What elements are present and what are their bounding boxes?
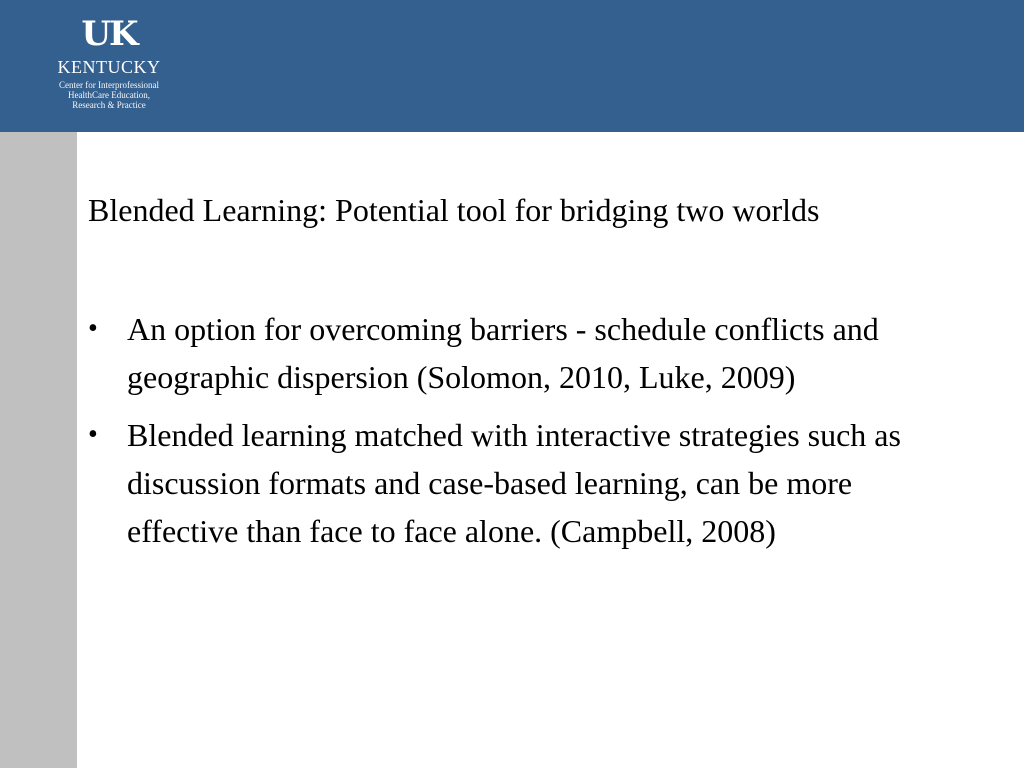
bullet-item	[88, 411, 948, 555]
slide-title: Blended Learning: Potential tool for bridging two worlds	[88, 192, 820, 228]
bullet-item	[88, 305, 948, 401]
logo-subtitle-line: HealthCare Education,	[68, 90, 150, 100]
bullet-icon: •	[88, 419, 98, 450]
logo-subtitle	[38, 80, 180, 110]
logo-subtitle-line: Center for Interprofessional	[59, 80, 159, 90]
bullet-text: An option for overcoming barriers - schedule conflicts and geographic dispersion (Solomon, 2010, Luke, 2009)	[127, 311, 879, 395]
logo-mark: UK	[81, 14, 137, 54]
bullet-text: Blended learning matched with interactive strategies such as discussion formats and case-based learning, can be more effective than face to face alone. (Campbell, 2008)	[127, 417, 901, 549]
logo-subtitle-line: Research & Practice	[72, 100, 146, 110]
bullet-list	[88, 305, 948, 565]
bullet-icon: •	[88, 313, 98, 344]
side-bar	[0, 132, 77, 768]
uk-logo	[38, 14, 180, 120]
logo-name: KENTUCKY	[57, 57, 161, 77]
